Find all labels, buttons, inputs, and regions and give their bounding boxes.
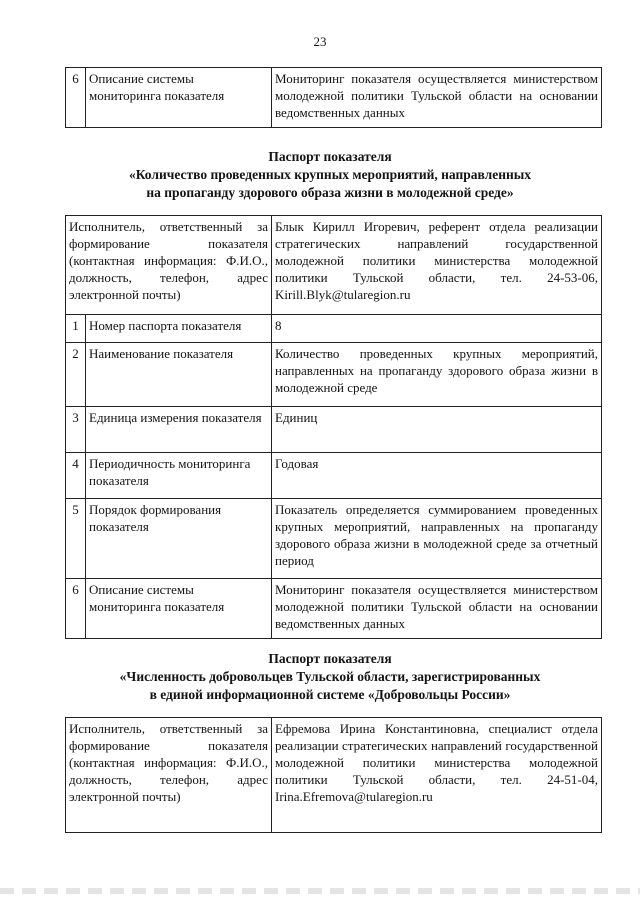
row-number: 6 (66, 68, 86, 128)
row-number: 6 (66, 579, 86, 639)
passport-subtitle-line2: на пропаганду здорового образа жизни в молодежной среде» (146, 185, 514, 200)
passport-subtitle-line2: в единой информационной системе «Добровольцы России» (149, 687, 511, 702)
table-row (66, 216, 602, 315)
row-value: Мониторинг показателя осуществляется министерством молодежной политики Тульской области на основании ведомственных данных (272, 579, 602, 639)
table-row (66, 68, 602, 128)
row-value: Мониторинг показателя осуществляется министерством молодежной политики Тульской области на основании ведомственных данных (272, 68, 602, 128)
row-number: 3 (66, 407, 86, 453)
row-label: Единица измерения показателя (86, 407, 272, 453)
row-label: Описание системы мониторинга показателя (86, 579, 272, 639)
row-value: Показатель определяется суммированием проведенных крупных мероприятий, направленных на пропаганду здорового образа жизни в молодежной среде за отчетный период (272, 499, 602, 579)
passport-heading (60, 148, 600, 202)
responsible-value: Ефремова Ирина Константиновна, специалист отдела реализации стратегических направлений государственной молодежной политики министерства молодежной политики Тульской области, тел. 24-51-04, Irina.Efremova@tularegion.ru (272, 718, 602, 833)
row-number: 2 (66, 343, 86, 407)
row-value: 8 (272, 315, 602, 343)
page-number: 23 (313, 34, 327, 49)
passport-heading (60, 650, 600, 704)
row-value: Количество проведенных крупных мероприятий, направленных на пропаганду здорового образа жизни в молодежной среде (272, 343, 602, 407)
table-continuation (65, 67, 602, 128)
row-label: Периодичность мониторинга показателя (86, 453, 272, 499)
table-row (66, 315, 602, 343)
passport-table (65, 314, 602, 639)
row-number: 5 (66, 499, 86, 579)
table-row (66, 343, 602, 407)
row-value: Годовая (272, 453, 602, 499)
responsible-label: Исполнитель, ответственный за формирование показателя (контактная информация: Ф.И.О., должность, телефон, адрес электронной почты) (66, 216, 272, 315)
responsible-table (65, 215, 602, 315)
responsible-table (65, 717, 602, 833)
table-row (66, 453, 602, 499)
table-row (66, 499, 602, 579)
table-row (66, 718, 602, 833)
row-label: Наименование показателя (86, 343, 272, 407)
passport-subtitle-line1: «Количество проведенных крупных мероприятий, направленных (128, 167, 532, 182)
passport-subtitle-line1: «Численность добровольцев Тульской области, зарегистрированных (119, 669, 541, 684)
row-value: Единиц (272, 407, 602, 453)
responsible-value: Блык Кирилл Игоревич, референт отдела реализации стратегических направлений государственной молодежной политики министерства молодежной политики Тульской области, тел. 24-53-06, Kirill.Blyk@tularegion.ru (272, 216, 602, 315)
table-row (66, 579, 602, 639)
row-label: Описание системы мониторинга показателя (86, 68, 272, 128)
scan-edge-artifact (0, 888, 640, 894)
responsible-label: Исполнитель, ответственный за формирование показателя (контактная информация: Ф.И.О., должность, телефон, адрес электронной почты) (66, 718, 272, 833)
row-label: Номер паспорта показателя (86, 315, 272, 343)
row-number: 1 (66, 315, 86, 343)
table-row (66, 407, 602, 453)
row-number: 4 (66, 453, 86, 499)
passport-title: Паспорт показателя (268, 149, 392, 164)
row-label: Порядок формирования показателя (86, 499, 272, 579)
passport-title: Паспорт показателя (268, 651, 392, 666)
